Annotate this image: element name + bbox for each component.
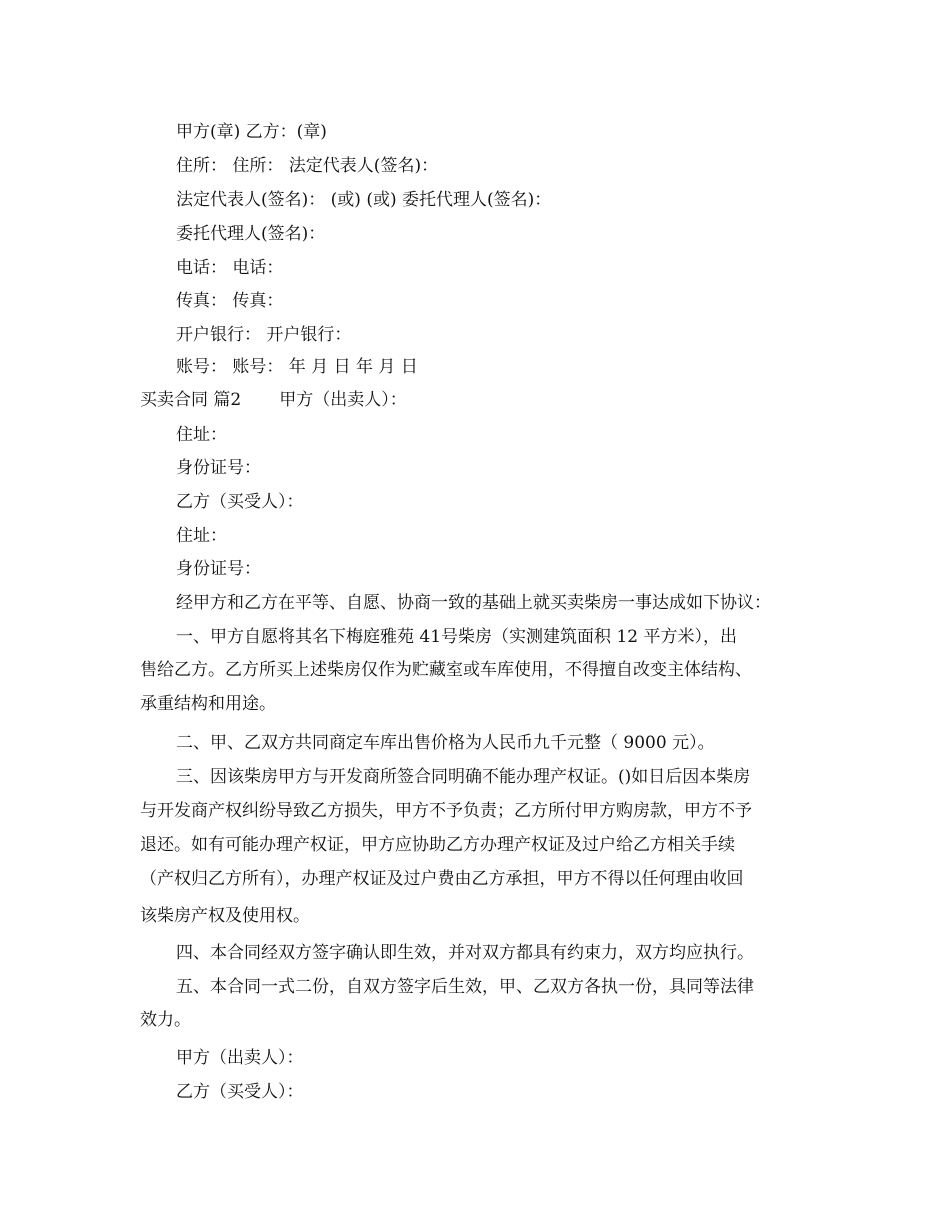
closing-buyer-label: 乙方（买受人）： xyxy=(176,1082,304,1102)
clause-1-line-1: 一、甲方自愿将其名下梅庭雅苑 41号柴房（实测建筑面积 12 平方米），出 xyxy=(176,627,737,647)
signature-line-representative: 法定代表人(签名)： (或) (或) 委托代理人(签名)： xyxy=(176,190,552,210)
clause-1-line-3: 承重结构和用途。 xyxy=(140,694,276,714)
signature-line-bank: 开户银行： 开户银行： xyxy=(176,325,352,345)
signature-line-account-date: 账号： 账号： 年 月 日 年 月 日 xyxy=(176,357,418,377)
clause-5-line-2: 效力。 xyxy=(140,1010,191,1030)
closing-seller-label: 甲方（出卖人）： xyxy=(176,1048,304,1068)
clause-5-line-1: 五、本合同一式二份，自双方签字后生效，甲、乙双方各执一份，具同等法律 xyxy=(176,977,754,997)
clause-1-line-2: 售给乙方。乙方所买上述柴房仅作为贮藏室或车库使用，不得擅自改变主体结构、 xyxy=(140,660,752,680)
signature-line-phone: 电话： 电话： xyxy=(176,258,284,278)
seller-id-field: 身份证号： xyxy=(176,458,261,478)
clause-3-line-1: 三、因该柴房甲方与开发商所签合同明确不能办理产权证。()如日后因本柴房 xyxy=(176,767,751,787)
buyer-label: 乙方（买受人）： xyxy=(176,492,304,512)
clause-3-line-5: 该柴房产权及使用权。 xyxy=(140,906,310,926)
clause-2: 二、甲、乙双方共同商定车库出售价格为人民币九千元整（ 9000 元）。 xyxy=(176,733,715,753)
seller-label-header: 甲方（出卖人）： xyxy=(279,390,407,410)
buyer-id-field: 身份证号： xyxy=(176,559,261,579)
seller-address-field: 住址： xyxy=(176,425,227,445)
agreement-intro: 经甲方和乙方在平等、自愿、协商一致的基础上就买卖柴房一事达成如下协议： xyxy=(176,593,771,613)
signature-line-fax: 传真： 传真： xyxy=(176,291,284,311)
clause-3-line-2: 与开发商产权纠纷导致乙方损失，甲方不予负责；乙方所付甲方购房款，甲方不予 xyxy=(140,801,752,821)
signature-line-agent: 委托代理人(签名)： xyxy=(176,224,326,244)
section-heading-row xyxy=(140,389,830,411)
signature-line-address: 住所： 住所： 法定代表人(签名)： xyxy=(176,156,439,176)
clause-3-line-3: 退还。如有可能办理产权证，甲方应协助乙方办理产权证及过户给乙方相关手续 xyxy=(140,835,735,855)
buyer-address-field: 住址： xyxy=(176,526,227,546)
clause-4: 四、本合同经双方签字确认即生效，并对双方都具有约束力，双方均应执行。 xyxy=(176,943,754,963)
clause-3-line-4: （产权归乙方所有），办理产权证及过户费由乙方承担，甲方不得以任何理由收回 xyxy=(140,869,744,889)
signature-line-seal: 甲方(章) 乙方：(章) xyxy=(176,122,327,142)
section-heading: 买卖合同 篇2 xyxy=(140,390,242,410)
